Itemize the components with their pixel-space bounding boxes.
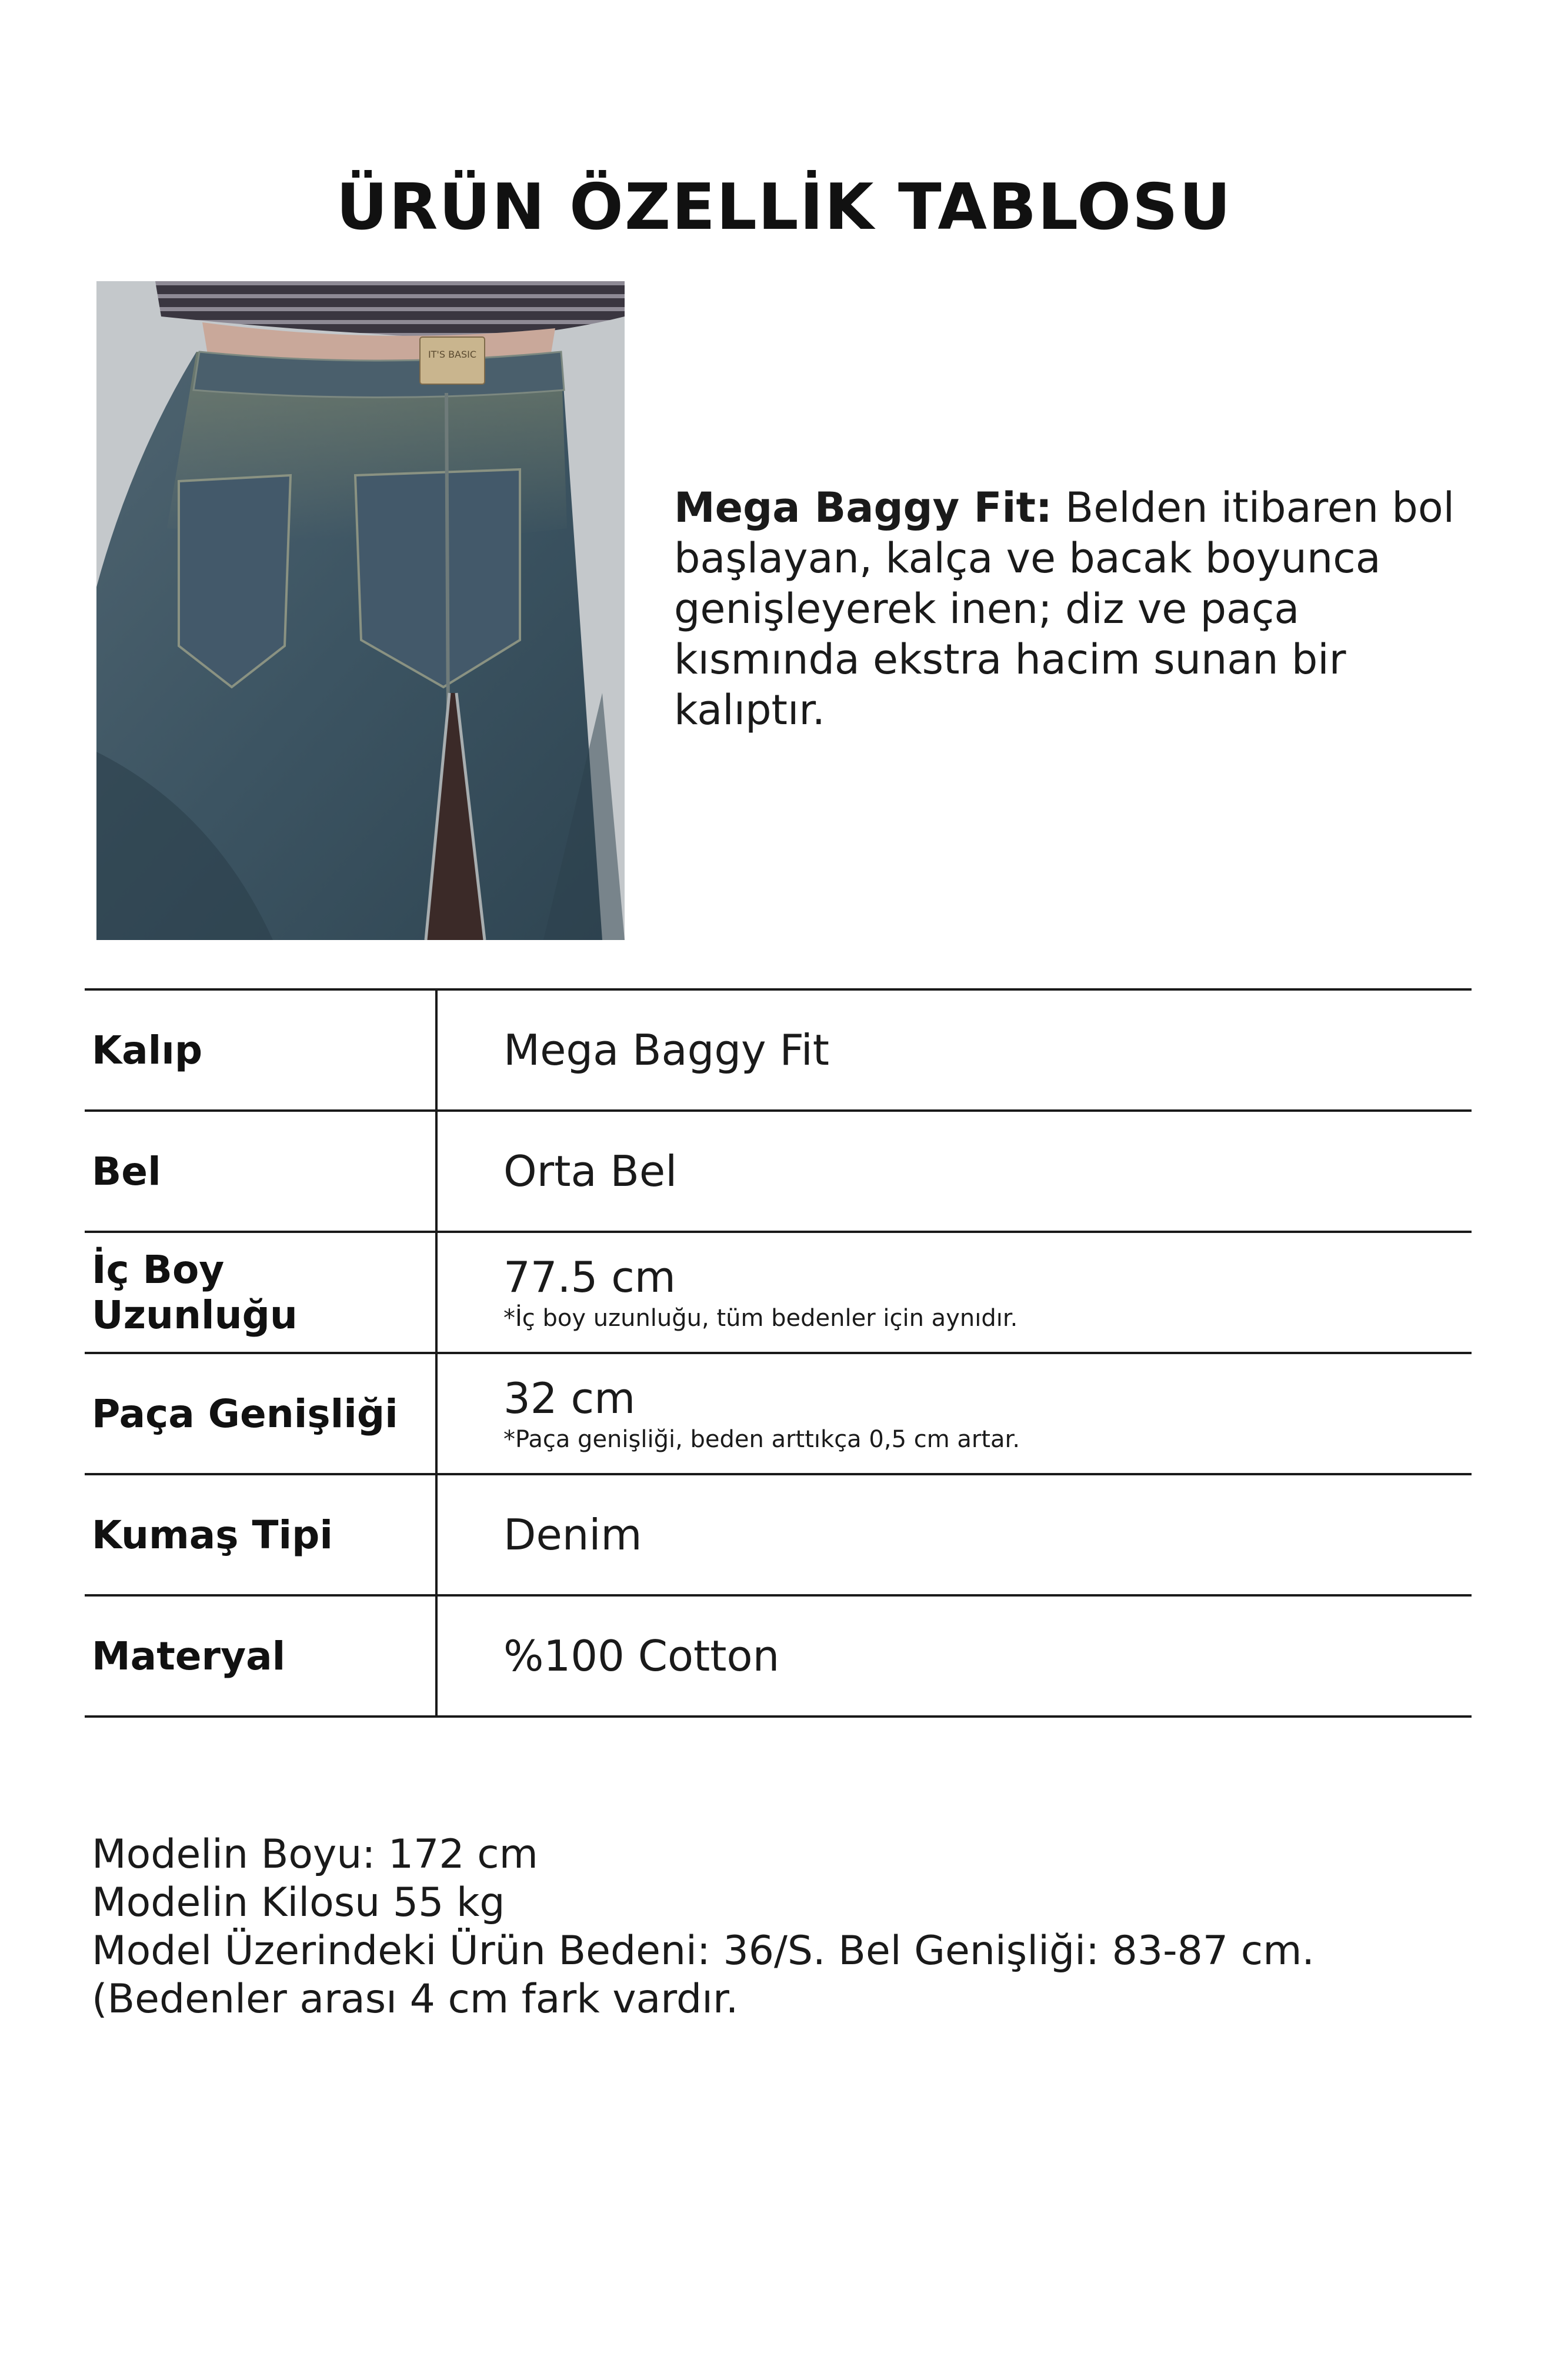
spec-value bbox=[436, 1232, 1472, 1353]
spec-value-main: %100 Cotton bbox=[503, 1631, 780, 1681]
model-height: Modelin Boyu: 172 cm bbox=[92, 1831, 538, 1878]
fit-description-lead: Mega Baggy Fit: bbox=[674, 484, 1052, 532]
spec-value-main: 32 cm bbox=[503, 1374, 636, 1423]
spec-label: Bel bbox=[85, 1111, 436, 1232]
spec-value-main: Mega Baggy Fit bbox=[503, 1025, 829, 1075]
spec-label: Materyal bbox=[85, 1595, 436, 1717]
product-photo bbox=[96, 281, 625, 940]
spec-value-main: Denim bbox=[503, 1510, 642, 1559]
spec-value bbox=[436, 1353, 1472, 1474]
fit-description-text: Belden itibaren bol başlayan, kalça ve bacak boyunca genişleyerek inen; diz ve paça kısmında ekstra hacim sunan bir kalıptır. bbox=[674, 484, 1455, 734]
spec-note: *İç boy uzunluğu, tüm bedenler için aynıdır. bbox=[503, 1305, 1018, 1332]
spec-value bbox=[436, 989, 1472, 1111]
jeans-back-illustration bbox=[96, 281, 625, 940]
fit-description bbox=[674, 482, 1497, 735]
spec-value bbox=[436, 1111, 1472, 1232]
table-row bbox=[85, 1232, 1472, 1353]
model-info bbox=[92, 1831, 1492, 2024]
table-row bbox=[85, 1111, 1472, 1232]
table-row bbox=[85, 1595, 1472, 1717]
spec-label: Paça Genişliği bbox=[85, 1353, 436, 1474]
spec-table bbox=[85, 988, 1472, 1718]
model-size: Model Üzerindeki Ürün Bedeni: 36/S. Bel Genişliği: 83-87 cm. (Bedenler arası 4 cm fark vardır. bbox=[92, 1928, 1315, 2022]
model-weight: Modelin Kilosu 55 kg bbox=[92, 1879, 505, 1926]
table-row bbox=[85, 1353, 1472, 1474]
table-row bbox=[85, 989, 1472, 1111]
spec-value-main: Orta Bel bbox=[503, 1146, 678, 1196]
spec-value bbox=[436, 1474, 1472, 1595]
spec-value-main: 77.5 cm bbox=[503, 1252, 676, 1302]
spec-label: İç Boy Uzunluğu bbox=[85, 1232, 436, 1353]
spec-label: Kumaş Tipi bbox=[85, 1474, 436, 1595]
photo-brand-label: IT'S BASIC bbox=[428, 349, 477, 360]
spec-label: Kalıp bbox=[85, 989, 436, 1111]
page-title: ÜRÜN ÖZELLİK TABLOSU bbox=[336, 171, 1232, 244]
spec-value bbox=[436, 1595, 1472, 1717]
spec-note: *Paça genişliği, beden arttıkça 0,5 cm artar. bbox=[503, 1426, 1020, 1453]
table-row bbox=[85, 1474, 1472, 1595]
